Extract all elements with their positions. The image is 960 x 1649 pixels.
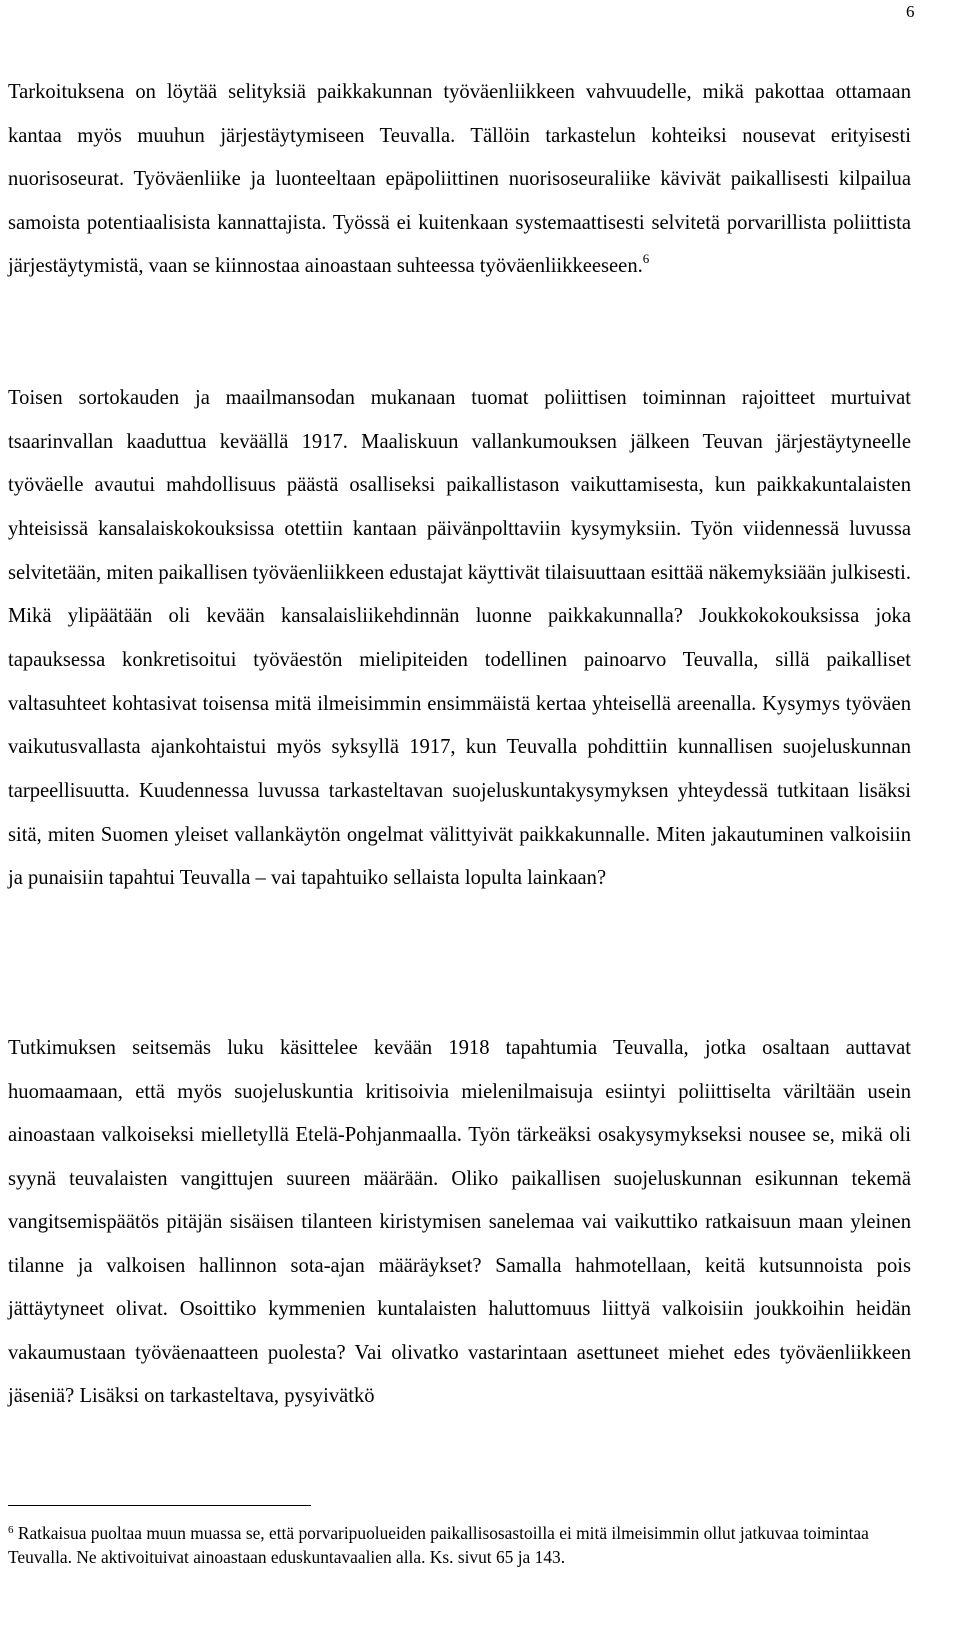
paragraph-2: [8, 377, 911, 901]
page-number: 6: [906, 2, 915, 21]
footnote-number: 6: [8, 1524, 14, 1536]
footnote-reference[interactable]: 6: [642, 251, 650, 267]
paragraph-3: [8, 1027, 911, 1419]
footnote-separator: [8, 1505, 311, 1506]
paragraph-1: [8, 71, 911, 289]
paragraph-1-text: Tarkoituksena on löytää selityksiä paikkakunnan työväenliikkeen vahvuudelle, mikä pakottaa ottamaan kantaa myös muuhun järjestäytymiseen Teuvalla. Tällöin tarkastelun kohteiksi nousevat erityisesti nuorisoseurat. Työväenliike ja luonteeltaan epäpoliittinen nuorisoseuraliike kävivät paikallisesti kilpailua samoista potentiaalisista kannattajista. Työssä ei kuitenkaan systemaattisesti selvitetä porvarillista poliittista järjestäytymistä, vaan se kiinnostaa ainoastaan suhteessa työväenliikkeeseen.: [8, 81, 911, 278]
footnote: [8, 1521, 911, 1569]
footnote-text: Ratkaisua puoltaa muun muassa se, että porvaripuolueiden paikallisosastoilla ei mitä ilmeisimmin ollut jatkuvaa toimintaa Teuvalla. Ne aktivoituivat ainoastaan eduskuntavaalien alla. Ks. sivut 65 ja 143.: [8, 1523, 869, 1567]
paragraph-2-text: Toisen sortokauden ja maailmansodan mukanaan tuomat poliittisen toiminnan rajoitteet murtuivat tsaarinvallan kaaduttua keväällä 1917. Maaliskuun vallankumouksen jälkeen Teuvan järjestäytyneelle työväelle avautui mahdollisuus päästä osalliseksi paikallistason vaikuttamisesta, kun paikkakuntalaisten yhteisissä kansalaiskokouksissa otettiin kantaan päivänpolttaviin kysymyksiin. Työn viidennessä luvussa selvitetään, miten paikallisen työväenliikkeen edustajat käyttivät tilaisuuttaan esittää näkemyksiään julkisesti. Mikä ylipäätään oli kevään kansalaisliikehdinnän luonne paikkakunnalla? Joukkokokouksissa joka tapauksessa konkretisoitui työväestön mielipiteiden todellinen painoarvo Teuvalla, sillä paikalliset valtasuhteet kohtasivat toisensa mitä ilmeisimmin ensimmäistä kertaa yhteisellä areenalla. Kysymys työväen vaikutusvallasta ajankohtaistui myös syksyllä 1917, kun Teuvalla pohdittiin kunnallisen suojeluskunnan tarpeellisuutta. Kuudennessa luvussa tarkasteltavan suojeluskuntakysymyksen yhteydessä tutkitaan lisäksi sitä, miten Suomen yleiset vallankäytön ongelmat välittyivät paikkakunnalle. Miten jakautuminen valkoisiin ja punaisiin tapahtui Teuvalla – vai tapahtuiko sellaista lopulta lainkaan?: [8, 387, 912, 890]
paragraph-3-text: Tutkimuksen seitsemäs luku käsittelee kevään 1918 tapahtumia Teuvalla, jotka osaltaan auttavat huomaamaan, että myös suojeluskuntia kritisoivia mielenilmaisuja esiintyi poliittiselta väriltään usein ainoastaan valkoiseksi mielletyllä Etelä-Pohjanmaalla. Työn tärkeäksi osakysymykseksi nousee se, mikä oli syynä teuvalaisten vangittujen suureen määrään. Oliko paikallisen suojeluskunnan esikunnan tekemä vangitsemispäätös pitäjän sisäisen tilanteen kiristymisen sanelemaa vai vaikuttiko ratkaisuun maan yleinen tilanne ja valkoisen hallinnon sota-ajan määräykset? Samalla hahmotellaan, keitä kutsunnoista pois jättäytyneet olivat. Osoittiko kymmenien kuntalaisten haluttomuus liittyä valkoisiin joukkoihin heidän vakaumustaan työväenaatteen puolesta? Vai olivatko vastarintaan asettuneet miehet edes työväenliikkeen jäseniä? Lisäksi on tarkasteltava, pysyivätkö: [8, 1037, 911, 1407]
